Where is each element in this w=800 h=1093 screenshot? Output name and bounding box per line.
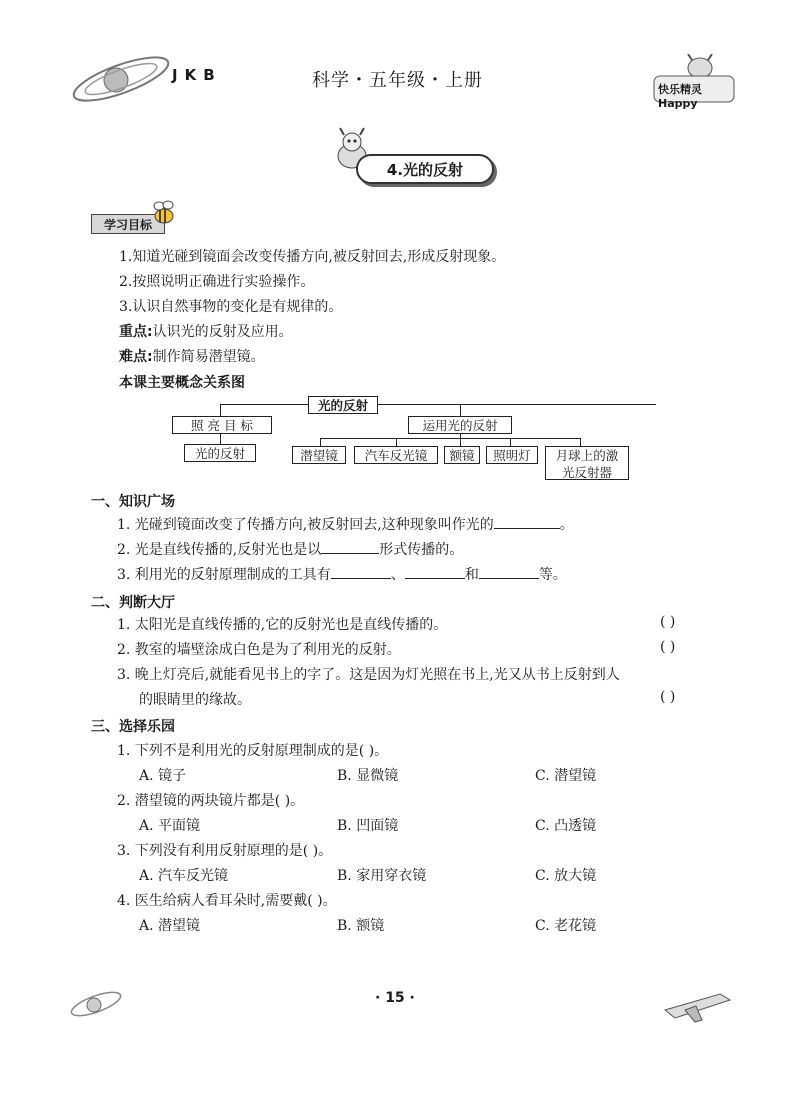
choice-question-4: 4. 医生给病人看耳朵时,需要戴( )。: [117, 893, 337, 909]
planet-ring-decoration: [66, 984, 126, 1024]
concept-node-left-child: 光的反射: [184, 444, 256, 462]
key-point: [119, 321, 293, 341]
answer-blank[interactable]: [331, 565, 391, 579]
brand-logo: JKB: [172, 66, 222, 84]
section-heading-choice: 三、选择乐园: [91, 719, 175, 735]
choice-option-a[interactable]: A. 潜望镜: [139, 918, 201, 934]
judge-question-3: 3. 晚上灯亮后,就能看见书上的字了。这是因为灯光照在书上,光又从书上反射到人: [117, 667, 620, 683]
judge-question-2: 2. 教室的墙壁涂成白色是为了利用光的反射。: [117, 642, 401, 658]
objective-item-1: 1.知道光碰到镜面会改变传播方向,被反射回去,形成反射现象。: [119, 249, 506, 265]
choice-option-b[interactable]: B. 显微镜: [337, 768, 399, 784]
happy-elf-logo: [650, 54, 740, 110]
section-heading-knowledge: 一、知识广场: [91, 494, 175, 510]
fill-question-1: [117, 514, 574, 534]
concept-map-title: 本课主要概念关系图: [119, 375, 245, 391]
concept-node-root: 光的反射: [308, 396, 378, 414]
key-point-text: 认识光的反射及应用。: [152, 324, 293, 340]
fill-question-3-end: 等。: [538, 567, 567, 583]
planet-ring-decoration: [66, 44, 176, 114]
concept-node-head-mirror: 额镜: [444, 446, 480, 464]
concept-node-car-mirror: 汽车反光镜: [354, 446, 438, 464]
choice-option-b[interactable]: B. 额镜: [337, 918, 385, 934]
fill-question-1-end: 。: [559, 517, 574, 533]
difficulty-text: 制作简易潜望镜。: [152, 349, 265, 365]
concept-node-left-parent: 照 亮 目 标: [172, 416, 272, 434]
choice-option-a[interactable]: A. 汽车反光镜: [139, 868, 229, 884]
choice-option-b[interactable]: B. 凹面镜: [337, 818, 399, 834]
fill-question-2: [117, 539, 463, 559]
lesson-title: 4.光的反射: [356, 154, 494, 184]
answer-blank[interactable]: [405, 565, 465, 579]
choice-question-2: 2. 潜望镜的两块镜片都是( )。: [117, 793, 305, 809]
difficulty: [119, 346, 265, 366]
bee-icon: [148, 196, 178, 228]
choice-question-3: 3. 下列没有利用反射原理的是( )。: [117, 843, 333, 859]
answer-blank[interactable]: [479, 565, 539, 579]
concept-node-periscope: 潜望镜: [292, 446, 346, 464]
answer-parentheses[interactable]: ( ): [660, 639, 676, 655]
section-heading-judgement: 二、判断大厅: [91, 595, 175, 611]
judge-question-1: 1. 太阳光是直线传播的,它的反射光也是直线传播的。: [117, 617, 448, 633]
fill-question-2-text: 2. 光是直线传播的,反射光也是以: [117, 542, 322, 558]
fill-question-3-sep: 、: [390, 567, 405, 583]
answer-blank[interactable]: [494, 515, 560, 529]
concept-node-laser-reflector: 月球上的激光反射器: [545, 446, 629, 480]
fill-question-3: [117, 564, 567, 584]
judge-question-3-cont: 的眼睛里的缘故。: [139, 692, 251, 708]
page-number: · 15 ·: [375, 990, 415, 1006]
choice-option-c[interactable]: C. 放大镜: [535, 868, 597, 884]
choice-option-a[interactable]: A. 平面镜: [139, 818, 201, 834]
choice-option-c[interactable]: C. 潜望镜: [535, 768, 597, 784]
fill-question-1-text: 1. 光碰到镜面改变了传播方向,被反射回去,这种现象叫作光的: [117, 517, 494, 533]
objective-item-3: 3.认识自然事物的变化是有规律的。: [119, 299, 343, 315]
answer-blank[interactable]: [321, 540, 379, 554]
objective-item-2: 2.按照说明正确进行实验操作。: [119, 274, 315, 290]
choice-option-c[interactable]: C. 老花镜: [535, 918, 597, 934]
concept-node-lamp: 照明灯: [486, 446, 538, 464]
spaceship-decoration: [660, 980, 735, 1030]
objectives-tag: 学习目标: [91, 214, 165, 234]
fill-question-3-text: 3. 利用光的反射原理制成的工具有: [117, 567, 331, 583]
choice-option-b[interactable]: B. 家用穿衣镜: [337, 868, 427, 884]
choice-question-1: 1. 下列不是利用光的反射原理制成的是( )。: [117, 743, 389, 759]
key-point-label: 重点:: [119, 324, 153, 340]
choice-option-a[interactable]: A. 镜子: [139, 768, 187, 784]
answer-parentheses[interactable]: ( ): [660, 614, 676, 630]
book-title: 科学・五年级・上册: [312, 70, 483, 91]
happy-logo-text: 快乐精灵 Happy: [658, 83, 702, 110]
answer-parentheses[interactable]: ( ): [660, 689, 676, 705]
concept-node-right-parent: 运用光的反射: [408, 416, 512, 434]
difficulty-label: 难点:: [119, 349, 153, 365]
fill-question-3-and: 和: [464, 567, 479, 583]
fill-question-2-end: 形式传播的。: [379, 542, 464, 558]
choice-option-c[interactable]: C. 凸透镜: [535, 818, 597, 834]
